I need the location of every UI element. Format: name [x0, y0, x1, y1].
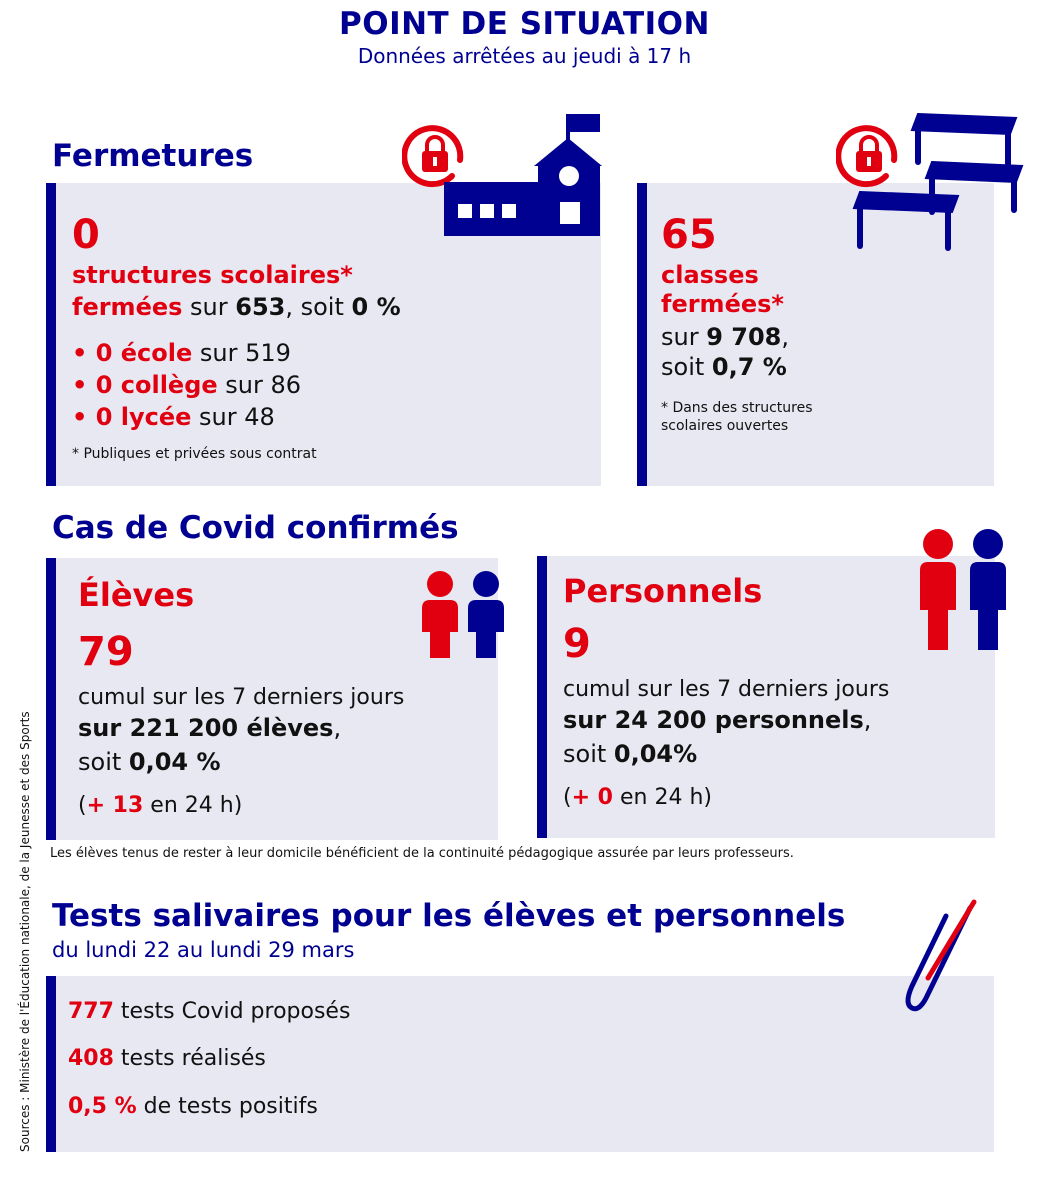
covid-note: Les élèves tenus de rester à leur domicile bénéficient de la continuité pédagogique assurée par leurs professeurs.	[50, 846, 794, 861]
page-title: POINT DE SITUATION	[339, 6, 710, 42]
list-item: • 0 collège sur 86	[72, 371, 302, 399]
people-icon	[414, 564, 510, 662]
section-title-tests: Tests salivaires pour les élèves et personnels	[52, 898, 846, 934]
personnels-label: Personnels	[563, 572, 763, 610]
eleves-total: sur 221 200 élèves,	[78, 714, 342, 742]
structures-number: 0	[72, 212, 100, 258]
classes-note: * Dans des structures scolaires ouvertes	[661, 400, 813, 434]
source-note: Sources : Ministère de l'Éducation nationale, de la Jeunesse et des Sports	[18, 711, 32, 1152]
eleves-cumul: cumul sur les 7 derniers jours	[78, 685, 405, 710]
school-icon	[440, 108, 610, 238]
card-accent-bar	[637, 183, 647, 486]
classes-percent: soit 0,7 %	[661, 353, 787, 381]
paperclip-icon	[898, 898, 982, 1028]
page-subtitle: Données arrêtées au jeudi à 17 h	[357, 44, 692, 68]
list-item: 408 tests réalisés	[68, 1046, 266, 1071]
classes-label-fermees: fermées*	[661, 290, 784, 318]
eleves-label: Élèves	[78, 576, 195, 614]
people-icon	[912, 524, 1012, 654]
structures-note: * Publiques et privées sous contrat	[72, 446, 317, 462]
personnels-delta: (+ 0 en 24 h)	[563, 785, 712, 810]
classes-total: sur 9 708,	[661, 323, 790, 351]
section-title-fermetures: Fermetures	[52, 138, 254, 174]
structures-list	[72, 337, 301, 433]
structures-label: structures scolaires*	[72, 261, 353, 289]
personnels-number: 9	[563, 621, 591, 667]
list-item: 777 tests Covid proposés	[68, 999, 351, 1024]
classes-label: classes	[661, 261, 759, 289]
personnels-percent: soit 0,04%	[563, 740, 698, 768]
personnels-cumul: cumul sur les 7 derniers jours	[563, 677, 890, 702]
card-accent-bar	[537, 556, 547, 838]
list-item: • 0 lycée sur 48	[72, 403, 275, 431]
tests-period: du lundi 22 au lundi 29 mars	[52, 938, 355, 962]
card-tests	[46, 976, 994, 1152]
card-accent-bar	[46, 558, 56, 840]
eleves-percent: soit 0,04 %	[78, 748, 221, 776]
eleves-delta: (+ 13 en 24 h)	[78, 793, 243, 818]
list-item: • 0 école sur 519	[72, 339, 291, 367]
classes-number: 65	[661, 212, 717, 258]
section-title-covid: Cas de Covid confirmés	[52, 510, 459, 546]
structures-ratio: fermées sur 653, soit 0 %	[72, 293, 401, 321]
personnels-total: sur 24 200 personnels,	[563, 706, 872, 734]
desks-icon	[848, 108, 1030, 254]
eleves-number: 79	[78, 629, 134, 675]
list-item: 0,5 % de tests positifs	[68, 1094, 318, 1119]
card-accent-bar	[46, 976, 56, 1152]
card-accent-bar	[46, 183, 56, 486]
